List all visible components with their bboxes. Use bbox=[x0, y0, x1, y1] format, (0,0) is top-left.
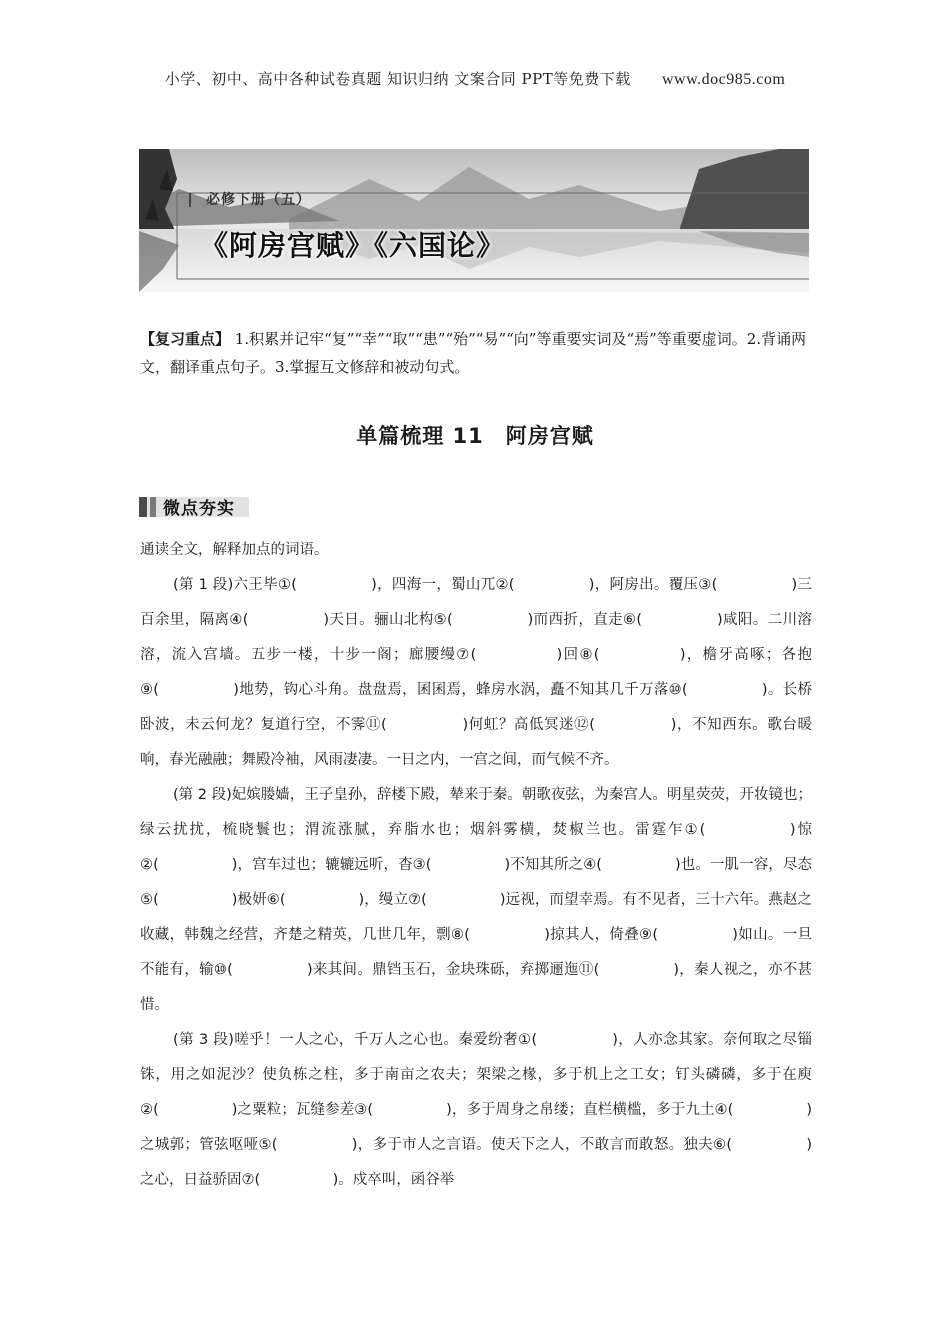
banner-image bbox=[139, 149, 809, 292]
paragraph-1: (第 1 段)六王毕①( )，四海一，蜀山兀②( )，阿房出。覆压③( )三百余里，隔离④( )天日。骊山北构⑤( )而西折，直走⑥( )咸阳。二川溶溶，流入宫墙。五步一楼，十步一阁；廊腰缦⑦( )回⑧( )，檐牙高啄；各抱⑨( )地势，钩心斗角。盘盘焉，囷囷焉，蜂房水涡，矗不知其几千万落⑩( )。长桥卧波，未云何龙？复道行空，不霁⑪( )何虹？高低冥迷⑫( )，不知西东。歌台暖响，春光融融；舞殿冷袖，风雨凄凄。一日之内，一宫之间，而气候不齐。 bbox=[140, 577, 812, 768]
page-header bbox=[0, 68, 950, 89]
paragraph-2: (第 2 段)妃嫔媵嫱，王子皇孙，辞楼下殿，辇来于秦。朝歌夜弦，为秦宫人。明星荧荧，开妆镜也；绿云扰扰，梳晓鬟也；渭流涨腻，弃脂水也；烟斜雾横，焚椒兰也。雷霆乍①( )惊②( )，宫车过也；辘辘远听，杳③( )不知其所之④( )也。一肌一容，尽态⑤( )极妍⑥( )，缦立⑦( )远视，而望幸焉。有不见者，三十六年。燕赵之收藏，韩魏之经营，齐楚之精英，几世几年，剽⑧( )掠其人，倚叠⑨( )如山。一旦不能有，输⑩( )来其间。鼎铛玉石，金块珠砾，弃掷逦迤⑪( )，秦人视之，亦不甚惜。 bbox=[140, 787, 812, 1013]
paragraph-3: (第 3 段)嗟乎！一人之心，千万人之心也。秦爱纷奢①( )，人亦念其家。奈何取之尽锱铢，用之如泥沙？使负栋之柱，多于南亩之农夫；架梁之椽，多于机上之工女；钉头磷磷，多于在庾②( )之粟粒；瓦缝参差③( )，多于周身之帛缕；直栏横槛，多于九土④( )之城郭；管弦呕哑⑤( )，多于市人之言语。使天下之人，不敢言而敢怒。独夫⑥( )之心，日益骄固⑦( )。戍卒叫，函谷举 bbox=[140, 1032, 812, 1188]
section-title: 单篇梳理 11 阿房宫赋 bbox=[356, 424, 594, 448]
review-text: 1.积累并记牢“复”“幸”“取”“患”“殆”“易”“向”等重要实词及“焉”等重要虚词。2.背诵两文，翻译重点句子。3.掌握互文修辞和被动句式。 bbox=[140, 330, 807, 376]
review-points bbox=[140, 325, 812, 381]
micro-heading-label: 微点夯实 bbox=[163, 499, 235, 519]
header-url[interactable]: www.doc985.com bbox=[662, 71, 786, 88]
exercise-body bbox=[140, 533, 812, 1198]
banner-title: 《阿房宫赋》《六国论》 bbox=[200, 229, 506, 262]
exercise-instruction: 通读全文，解释加点的词语。 bbox=[140, 542, 329, 558]
micro-heading bbox=[139, 494, 249, 518]
header-text: 小学、初中、高中各种试卷真题 知识归纳 文案合同 PPT等免费下载 bbox=[164, 70, 631, 88]
heading-block-icon bbox=[139, 497, 147, 517]
banner-subtitle: 必修下册（五） bbox=[206, 192, 311, 208]
heading-block-icon bbox=[150, 497, 156, 517]
review-label: 【复习重点】 bbox=[140, 330, 231, 348]
